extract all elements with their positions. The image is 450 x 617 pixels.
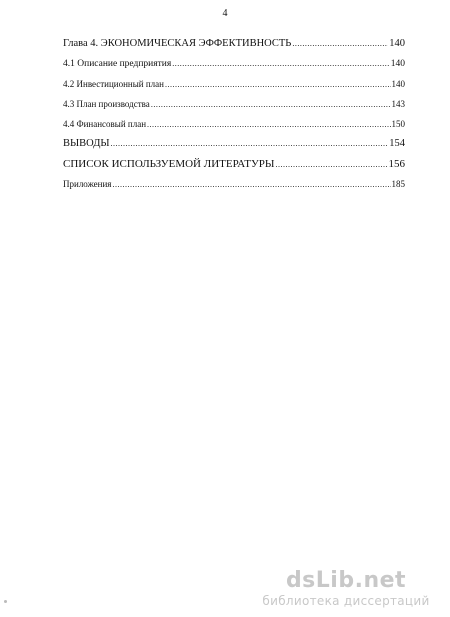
toc-entry-title: СПИСОК ИСПОЛЬЗУЕМОЙ ЛИТЕРАТУРЫ: [63, 158, 275, 170]
toc-entry-title: 4.1 Описание предприятия: [63, 59, 172, 69]
toc-entry-page: 140: [389, 38, 405, 49]
toc-entry-title: Приложения: [63, 179, 112, 189]
toc-entry-4-3: [63, 94, 405, 114]
toc-entry-page: 143: [391, 99, 405, 109]
watermark: [256, 568, 436, 609]
toc-entry-title: 4.3 План производства: [63, 99, 150, 109]
dot-leader: [275, 155, 387, 175]
watermark-subtitle: библиотека диссертаций: [262, 594, 430, 608]
toc-entry-title: 4.4 Финансовый план: [63, 119, 147, 129]
toc-entry-page: 185: [391, 179, 405, 189]
dot-leader: [151, 95, 391, 115]
toc-entry-references: [63, 154, 405, 174]
toc-entry-title: 4.2 Инвестиционный план: [63, 79, 164, 89]
toc-entry-title: Глава 4. ЭКОНОМИЧЕСКАЯ ЭФФЕКТИВНОСТЬ: [63, 38, 292, 49]
dot-leader: [112, 175, 390, 195]
scan-speck: [4, 600, 7, 603]
watermark-logo: dsLib.net: [285, 568, 407, 593]
toc-entry-conclusions: [63, 134, 405, 154]
toc-entry-chapter-4: [63, 34, 405, 54]
dot-leader: [165, 75, 391, 95]
toc-entry-page: 154: [389, 138, 405, 149]
dot-leader: [147, 115, 390, 135]
toc-entry-page: 156: [388, 158, 405, 170]
dot-leader: [172, 54, 390, 74]
table-of-contents: [63, 34, 405, 194]
toc-entry-4-4: [63, 114, 405, 134]
page-number: 4: [222, 8, 228, 19]
toc-entry-appendices: [63, 174, 405, 194]
toc-entry-4-1: [63, 54, 405, 74]
dot-leader: [292, 34, 388, 54]
toc-entry-4-2: [63, 74, 405, 94]
dot-leader: [111, 134, 389, 154]
toc-entry-page: 140: [390, 59, 405, 69]
toc-entry-page: 150: [391, 119, 405, 129]
toc-entry-page: 140: [391, 79, 405, 89]
toc-entry-title: ВЫВОДЫ: [63, 138, 110, 149]
